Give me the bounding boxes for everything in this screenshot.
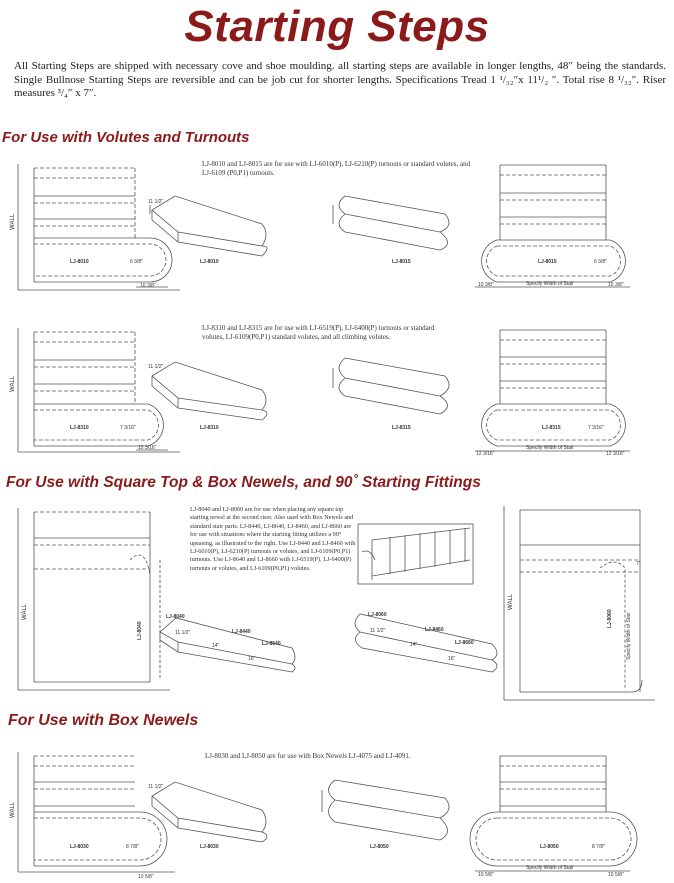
tread-drawing-8050 <box>322 780 449 840</box>
part-label-8060-plan: LJ-8060 <box>607 609 613 628</box>
part-label-8010-tread: LJ-8010 <box>200 259 219 265</box>
dim-front-8310: 7 3/16" <box>120 425 136 431</box>
dim-height-8010: 11 1/2" <box>148 199 164 205</box>
stair-railing-illustration <box>358 524 473 584</box>
dim-height-8040: 11 1/2" <box>175 630 191 636</box>
wall-label-1: WALL <box>10 213 16 230</box>
stair-plan-8030 <box>18 752 175 872</box>
part-label-8040-plan: LJ-8040 <box>137 621 143 640</box>
dim-front-8030: 8 7/8" <box>126 844 139 850</box>
stair-plan-8015 <box>475 165 630 287</box>
dim-width-8050: Specify Width of Stair <box>526 865 574 871</box>
stair-plan-8315 <box>475 330 630 451</box>
part-label-8015-tread: LJ-8015 <box>392 259 411 265</box>
stair-plan-8050 <box>470 756 637 871</box>
description-volutes: LJ-8010 and LJ-8015 are for use with LJ-6010(P), LJ-6210(P) turnouts or standard volutes, and LJ-6109 (P0,P1) turnouts. <box>202 160 471 177</box>
part-label-8660: LJ-8660 <box>455 640 474 646</box>
dim-14-8060: 14" <box>410 642 418 648</box>
dim-front-8010: 6 3/8" <box>130 259 143 265</box>
section-heading-box-newels: For Use with Box Newels <box>8 712 199 729</box>
part-label-8440: LJ-8440 <box>232 629 251 635</box>
dim-front-8015: 6 3/8" <box>594 259 607 265</box>
part-label-8010-plan: LJ-8010 <box>70 259 89 265</box>
dim-height-8310: 11 1/2" <box>148 364 164 370</box>
stair-plan-8310 <box>18 328 180 452</box>
part-label-8060-tread: LJ-8060 <box>368 612 387 618</box>
part-label-8015-plan: LJ-8015 <box>538 259 557 265</box>
tread-drawing-8060 <box>355 614 497 672</box>
dim-bottom-8015-right: 10 3/8" <box>608 282 624 288</box>
part-label-8640: LJ-8640 <box>262 641 281 647</box>
dim-front-8060: 7" <box>636 561 641 567</box>
dim-bottom-8315-right: 12 3/16" <box>606 451 625 457</box>
dim-bottom-8030: 10 5/8" <box>138 874 154 880</box>
dim-width-8315: Specify Width of Stair <box>526 445 574 451</box>
tread-drawing-8030 <box>152 782 267 842</box>
dim-bottom-8050-left: 10 5/8" <box>478 872 494 878</box>
part-label-8030-tread: LJ-8030 <box>200 844 219 850</box>
tread-drawing-8015 <box>333 196 449 250</box>
part-label-8040-tread: LJ-8040 <box>166 614 185 620</box>
part-label-8030-plan: LJ-8030 <box>70 844 89 850</box>
dim-height-8060: 11 1/2" <box>370 628 386 634</box>
dim-front-8315: 7 3/16" <box>588 425 604 431</box>
part-label-8310-plan: LJ-8310 <box>70 425 89 431</box>
dim-bottom-8050-right: 10 5/8" <box>608 872 624 878</box>
description-square-top: LJ-8040 and LJ-8060 are for use when placing any square top starting newel at the second riser. Also used with Box Newels and standard stair parts. LJ-8440, LJ-8640, LJ-8460, and LJ-8660 are for use with situations where the starting fitting utilizes a 90° upeasing, as illustrated to the right. Use LJ-8440 and LJ-8460 with LJ-6010(P), LJ-6210(P) turnouts or volutes, and LJ-6109(P0,P1) turnouts. Use LJ-8640 and LJ-8660 with LJ-6519(P), LJ-6400(P) turnouts or volutes, and LJ-6109(P0,P1) volutes. <box>190 506 356 572</box>
description-box-newels: LJ-8030 and LJ-8050 are for use with Box Newels LJ-4075 and LJ-4091. <box>205 752 411 760</box>
dim-bottom-8010: 10 3/8" <box>140 283 156 289</box>
stair-plan-8060 <box>504 506 655 700</box>
dim-bottom-8315-left: 12 3/16" <box>476 451 495 457</box>
dim-14-8040: 14" <box>212 643 220 649</box>
part-label-8050-plan: LJ-8050 <box>540 844 559 850</box>
wall-label-3: WALL <box>22 603 28 620</box>
dim-16-8040: 16" <box>248 656 256 662</box>
dim-bottom-8015-left: 10 3/8" <box>478 282 494 288</box>
section-heading-volutes: For Use with Volutes and Turnouts <box>2 129 250 146</box>
tread-drawing-8310 <box>152 362 267 420</box>
part-label-8050-tread: LJ-8050 <box>370 844 389 850</box>
dim-bottom-8310: 12 3/16" <box>138 445 157 451</box>
dim-height-8030: 11 1/2" <box>148 784 164 790</box>
tread-drawing-8315 <box>333 358 449 414</box>
section-heading-square-top: For Use with Square Top & Box Newels, and 90˚ Starting Fittings <box>6 474 481 491</box>
page-title: Starting Steps <box>184 2 490 51</box>
part-label-8315-plan: LJ-8315 <box>542 425 561 431</box>
stair-plan-8040 <box>18 508 170 690</box>
description-climbing-volutes: LJ-8310 and LJ-8315 are for use with LJ-6519(P), LJ-6400(P) turnouts or standard volutes, LJ-6109(P0,P1) standard volutes, and all climbing volutes. <box>202 324 435 341</box>
wall-label-4: WALL <box>10 801 16 818</box>
part-label-8460: LJ-8460 <box>425 627 444 633</box>
dim-width-8060: Specify Width of Stair <box>626 612 632 660</box>
stair-plan-8010 <box>18 164 180 290</box>
dim-front-8050: 8 7/8" <box>592 844 605 850</box>
intro-paragraph: All Starting Steps are shipped with necessary cove and shoe moulding. all starting steps are available in longer lengths, 48″ being the standards. Single Bullnose Starting Steps are reversible and can be job cut for shorter lengths. Specifications Tread 1 ¹/₃₂″x 11¹/₂ ″. Total rise 8 ¹/₃₂″. Riser measures ³/₄″ x 7″. <box>14 60 666 99</box>
dim-16-8060: 16" <box>448 656 456 662</box>
wall-label-3-right: WALL <box>508 593 514 610</box>
dim-width-8015: Specify Width of Stair <box>526 281 574 287</box>
part-label-8315-tread: LJ-8315 <box>392 425 411 431</box>
part-label-8310-tread: LJ-8310 <box>200 425 219 431</box>
wall-label-2: WALL <box>10 375 16 392</box>
